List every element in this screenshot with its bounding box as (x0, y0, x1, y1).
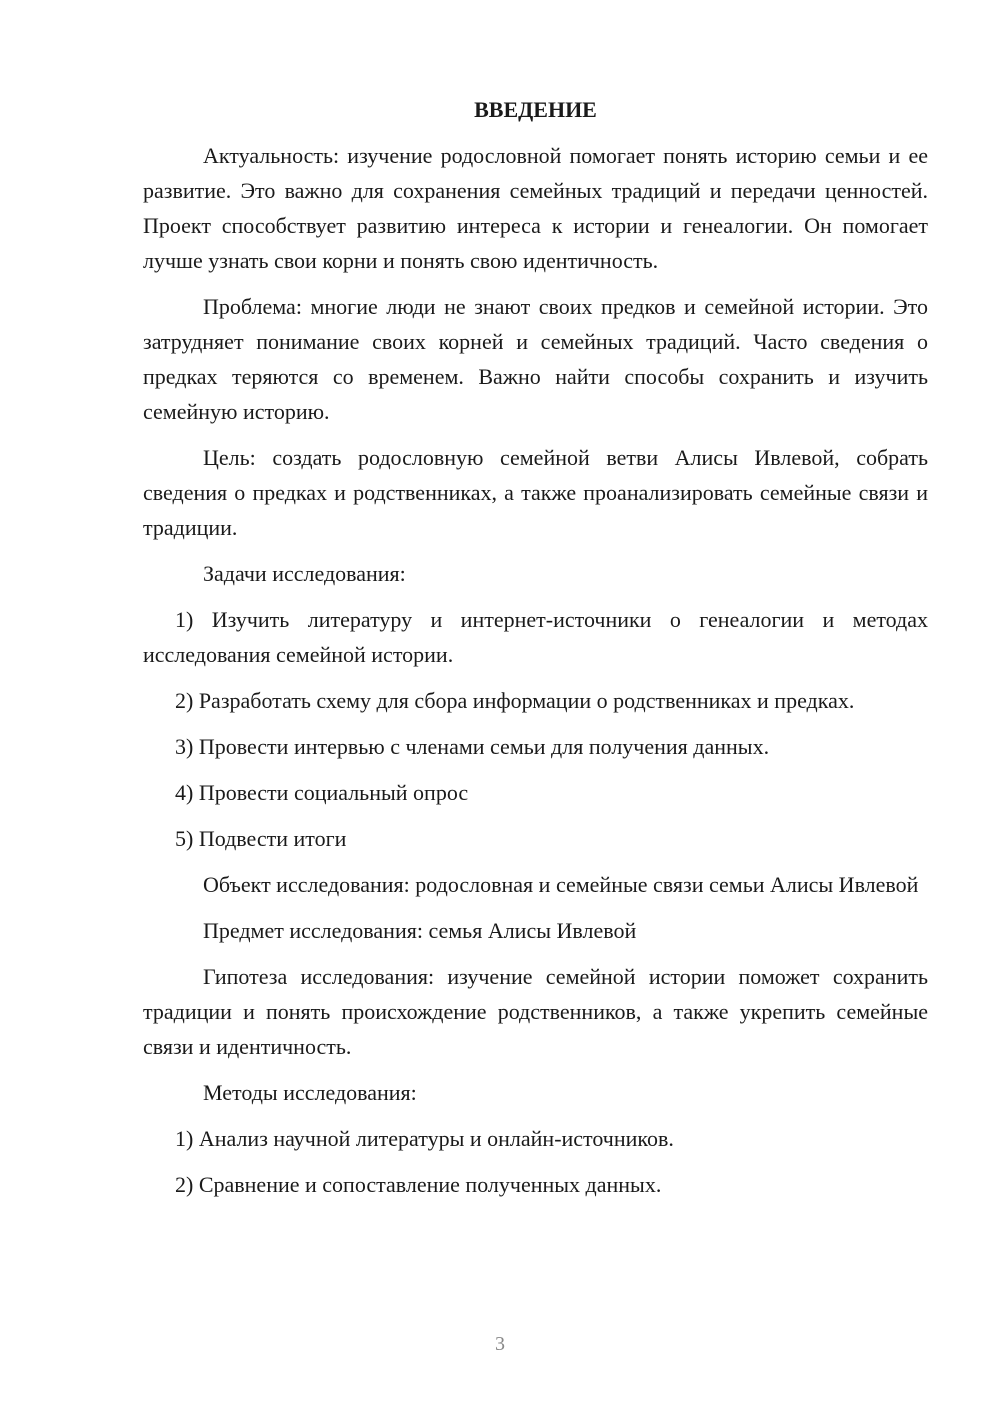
method-item: 1) Анализ научной литературы и онлайн-источников. (175, 1126, 674, 1151)
goal-paragraph: Цель: создать родословную семейной ветви Алисы Ивлевой, собрать сведения о предках и родственниках, а также проанализировать семейные связи и традиции. (143, 445, 928, 540)
problem-paragraph: Проблема: многие люди не знают своих предков и семейной истории. Это затрудняет понимание своих корней и семейных традиций. Часто сведения о предках теряются со временем. Важно найти способы сохранить и изучить семейную историю. (143, 294, 928, 424)
subject-paragraph: Предмет исследования: семья Алисы Ивлевой (203, 918, 637, 943)
hypothesis-paragraph: Гипотеза исследования: изучение семейной истории поможет сохранить традиции и понять происхождение родственников, а также укрепить семейные связи и идентичность. (143, 964, 928, 1059)
task-item: 5) Подвести итоги (175, 826, 347, 851)
task-item: 1) Изучить литературу и интернет-источники о генеалогии и методах исследования семейной истории. (143, 607, 928, 667)
page-number: 3 (495, 1333, 505, 1355)
task-item: 4) Провести социальный опрос (175, 780, 469, 805)
relevance-paragraph: Актуальность: изучение родословной помогает понять историю семьи и ее развитие. Это важно для сохранения семейных традиций и передачи ценностей. Проект способствует развитию интереса к истории и генеалогии. Он помогает лучше узнать свои корни и понять свою идентичность. (143, 143, 928, 273)
method-item: 2) Сравнение и сопоставление полученных данных. (175, 1172, 662, 1197)
task-item: 2) Разработать схему для сбора информации о родственниках и предках. (175, 688, 855, 713)
document-page (143, 94, 928, 1213)
task-item: 3) Провести интервью с членами семьи для получения данных. (175, 734, 770, 759)
methods-heading: Методы исследования: (203, 1080, 417, 1105)
object-paragraph: Объект исследования: родословная и семейные связи семьи Алисы Ивлевой (203, 872, 919, 897)
tasks-heading: Задачи исследования: (203, 561, 406, 586)
section-title: ВВЕДЕНИЕ (474, 97, 597, 122)
